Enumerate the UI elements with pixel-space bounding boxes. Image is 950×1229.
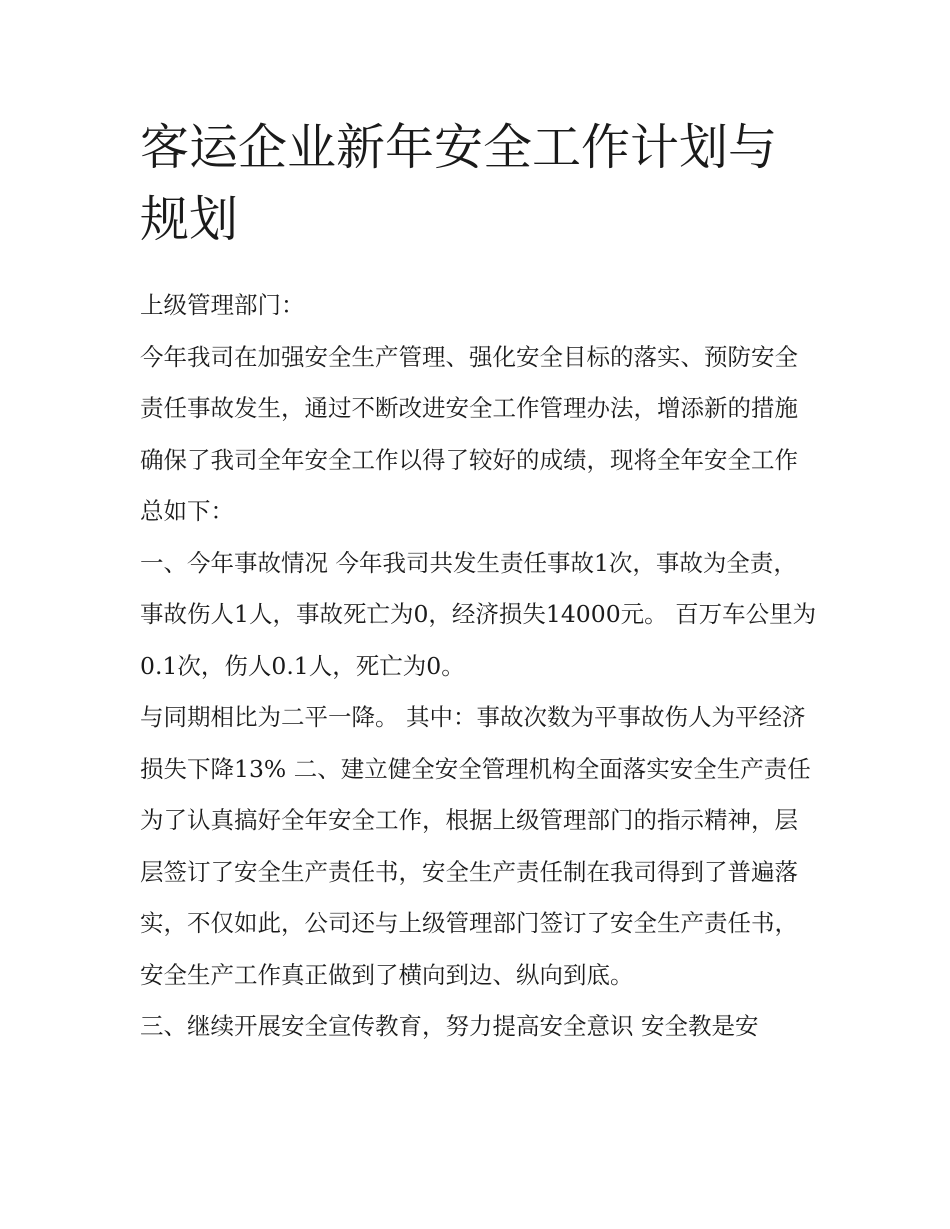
responsibility-paragraph: 为了认真搞好全年安全工作，根据上级管理部门的指示精神，层层签订了安全生产责任书，安全生产责任制在我司得到了普遍落实，不仅如此，公司还与上级管理部门签订了安全生产责任书，安全生产工作真正做到了横向到边、纵向到底。 bbox=[140, 806, 798, 989]
intro-paragraph: 今年我司在加强安全生产管理、强化安全目标的落实、预防安全责任事故发生，通过不断改进安全工作管理办法，增添新的措施确保了我司全年安全工作以得了较好的成绩，现将全年安全工作总如下： bbox=[140, 342, 798, 525]
document-body bbox=[140, 280, 820, 1053]
education-paragraph: 三、继续开展安全宣传教育，努力提高安全意识 安全教是安 bbox=[140, 1012, 759, 1040]
salutation-paragraph: 上级管理部门： bbox=[140, 291, 305, 319]
comparison-paragraph: 与同期相比为二平一降。 其中：事故次数为平事故伤人为平经济损失下降13% 二、建立健全安全管理机构全面落实安全生产责任 bbox=[140, 703, 811, 783]
document-title: 客运企业新年安全工作计划与规划 bbox=[140, 119, 778, 248]
accident-summary-paragraph: 一、今年事故情况 今年我司共发生责任事故1次，事故为全责，事故伤人1人，事故死亡为0，经济损失14000元。 百万车公里为0.1次，伤人0.1人，死亡为0。 bbox=[140, 548, 817, 680]
